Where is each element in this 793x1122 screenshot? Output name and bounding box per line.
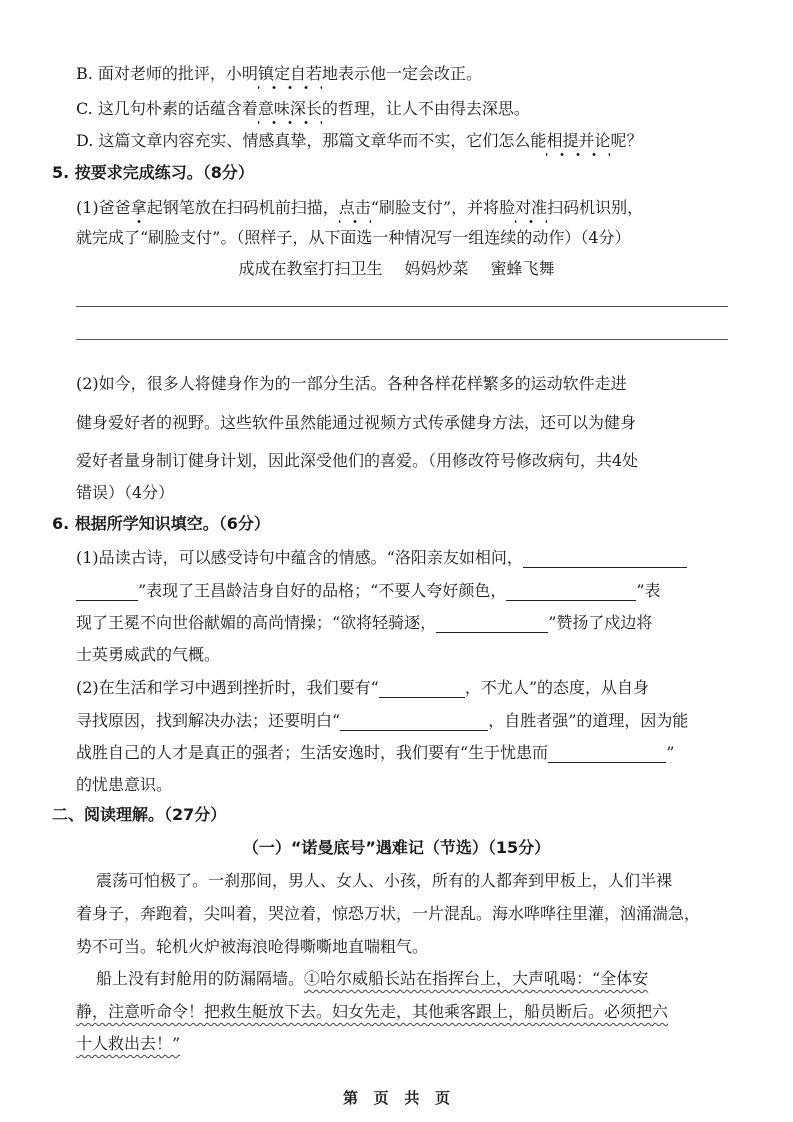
para2-line1 bbox=[96, 969, 648, 989]
q6-text: ，自胜者强”的道理，因为能 bbox=[488, 711, 689, 730]
answer-line-1[interactable] bbox=[76, 306, 728, 307]
q5-dotted-verb: 拿 bbox=[130, 198, 147, 217]
q6-text: (2)在生活和学习中遇到挫折时，我们要有“ bbox=[76, 678, 379, 697]
fill-blank-2[interactable] bbox=[506, 585, 636, 601]
q6-text: 现了王冕不向世俗献媚的高尚情操；“欲将轻骑逐， bbox=[76, 613, 437, 632]
q5-part2-line1: (2)如今，很多人将健身作为的一部分生活。各种各样花样繁多的运动软件走进 bbox=[76, 374, 627, 393]
q5-part1-line2: 就完成了“刷脸支付”。（照样子，从下面选一种情况写一组连续的动作）（4分） bbox=[76, 228, 631, 247]
fill-blank-4[interactable] bbox=[379, 682, 465, 698]
q6-text: ”赞扬了戍边将 bbox=[548, 613, 653, 632]
para2-text: 船上没有封舱用的防漏隔墙。 bbox=[96, 969, 305, 988]
option-c bbox=[76, 99, 530, 119]
option-b bbox=[76, 64, 482, 84]
q6-p2-line4: 的忧患意识。 bbox=[76, 775, 173, 794]
q5-text: (1)爸爸 bbox=[76, 198, 131, 217]
option-d-text-end: 呢？ bbox=[610, 131, 643, 150]
option-c-dotted-word: 意味深长 bbox=[257, 99, 322, 118]
question-6-title: 6. 根据所学知识填空。（6分） bbox=[52, 514, 270, 533]
option-b-text: B. 面对老师的批评，小明 bbox=[76, 64, 258, 83]
option-b-dotted-word: 镇定自若 bbox=[257, 64, 322, 83]
q5-text: “刷脸支付”，并将脸 bbox=[370, 198, 516, 217]
q6-p2-line2 bbox=[76, 711, 688, 731]
q6-text: ”表 bbox=[636, 581, 661, 600]
page-footer bbox=[0, 1087, 793, 1108]
para2-wavy-sentence: ①哈尔威船长站在指挥台上，大声吼喝：“全体安 bbox=[304, 969, 649, 988]
q6-p1-line2 bbox=[76, 581, 661, 601]
q6-p2-line3 bbox=[76, 743, 674, 763]
q6-text: ，不尤人”的态度，从自身 bbox=[464, 678, 650, 697]
passage-title: （一）“诺曼底号”遇难记（节选）（15分） bbox=[242, 838, 551, 857]
q5-choice: 成成在教室打扫卫生 bbox=[238, 259, 383, 278]
q6-p2-line1 bbox=[76, 678, 649, 698]
q6-p1-line3 bbox=[76, 613, 652, 633]
q5-choice: 妈妈炒菜 bbox=[404, 259, 469, 278]
option-d-dotted-word: 相提并论 bbox=[546, 131, 611, 150]
fill-blank-1-cont[interactable] bbox=[76, 585, 138, 601]
q5-text: 扫码机识别， bbox=[547, 198, 644, 217]
q6-text: 寻找原因，找到解决办法；还要明白“ bbox=[76, 711, 341, 730]
para1-line2: 着身子，奔跑着，尖叫着，哭泣着，惊恐万状，一片混乱。海水哗哗往里灌，汹涌湍急， bbox=[76, 904, 701, 923]
fill-blank-1[interactable] bbox=[523, 552, 687, 568]
q5-dotted-verb: 点击 bbox=[338, 198, 371, 217]
q6-text: ”表现了王昌龄洁身自好的品格；“不要人夸好颜色， bbox=[138, 581, 507, 600]
q5-dotted-verb: 对准 bbox=[515, 198, 548, 217]
fill-blank-5[interactable] bbox=[340, 715, 488, 731]
q6-text: (1)品读古诗，可以感受诗句中蕴含的情感。“洛阳亲友如相问， bbox=[76, 548, 523, 567]
option-b-text-end: 地表示他一定会改正。 bbox=[321, 64, 482, 83]
page-number-text: 第 页 共 页 bbox=[343, 1089, 450, 1107]
option-d-text: D. 这篇文章内容充实、情感真挚，那篇文章华而不实，它们怎么能 bbox=[76, 131, 547, 150]
q5-text: 起钢笔放在扫码机前扫描， bbox=[146, 198, 339, 217]
answer-line-2[interactable] bbox=[76, 339, 728, 340]
q6-text: 战胜自己的人才是真正的强者；生活安逸时，我们要有“生于忧患而 bbox=[76, 743, 549, 762]
q5-part2-line4: 错误）（4分） bbox=[76, 483, 175, 502]
section-2-heading: 二、阅读理解。（27分） bbox=[52, 805, 227, 824]
para2-line2: 静，注意听命令！把救生艇放下去。妇女先走，其他乘客跟上，船员断后。必须把六 bbox=[76, 1002, 669, 1021]
question-5-title: 5. 按要求完成练习。（8分） bbox=[52, 163, 254, 182]
q5-choice: 蜜蜂飞舞 bbox=[490, 259, 555, 278]
q5-part2-line3: 爱好者量身制订健身计划，因此深受他们的喜爱。（用修改符号修改病句，共4处 bbox=[76, 451, 639, 470]
q5-choices bbox=[0, 259, 793, 279]
q6-text: ” bbox=[666, 743, 675, 762]
para2-line3: 十人救出去！” bbox=[76, 1034, 181, 1053]
q5-part2-line2: 健身爱好者的视野。这些软件虽然能通过视频方式传承健身方法，还可以为健身 bbox=[76, 413, 637, 432]
q5-part1-line1 bbox=[76, 198, 643, 218]
option-c-text: C. 这几句朴素的话蕴含着 bbox=[76, 99, 258, 118]
q6-p1-line1 bbox=[76, 548, 687, 568]
para1-line3: 势不可当。轮机火炉被海浪呛得嘶嘶地直喘粗气。 bbox=[76, 937, 429, 956]
fill-blank-3[interactable] bbox=[436, 617, 548, 633]
option-c-text-end: 的哲理，让人不由得去深思。 bbox=[321, 99, 530, 118]
para1-line1: 震荡可怕极了。一刹那间，男人、女人、小孩，所有的人都奔到甲板上，人们半裸 bbox=[96, 871, 673, 890]
fill-blank-6[interactable] bbox=[548, 747, 666, 763]
q6-p1-line4: 士英勇威武的气概。 bbox=[76, 645, 221, 664]
option-d bbox=[76, 131, 642, 151]
